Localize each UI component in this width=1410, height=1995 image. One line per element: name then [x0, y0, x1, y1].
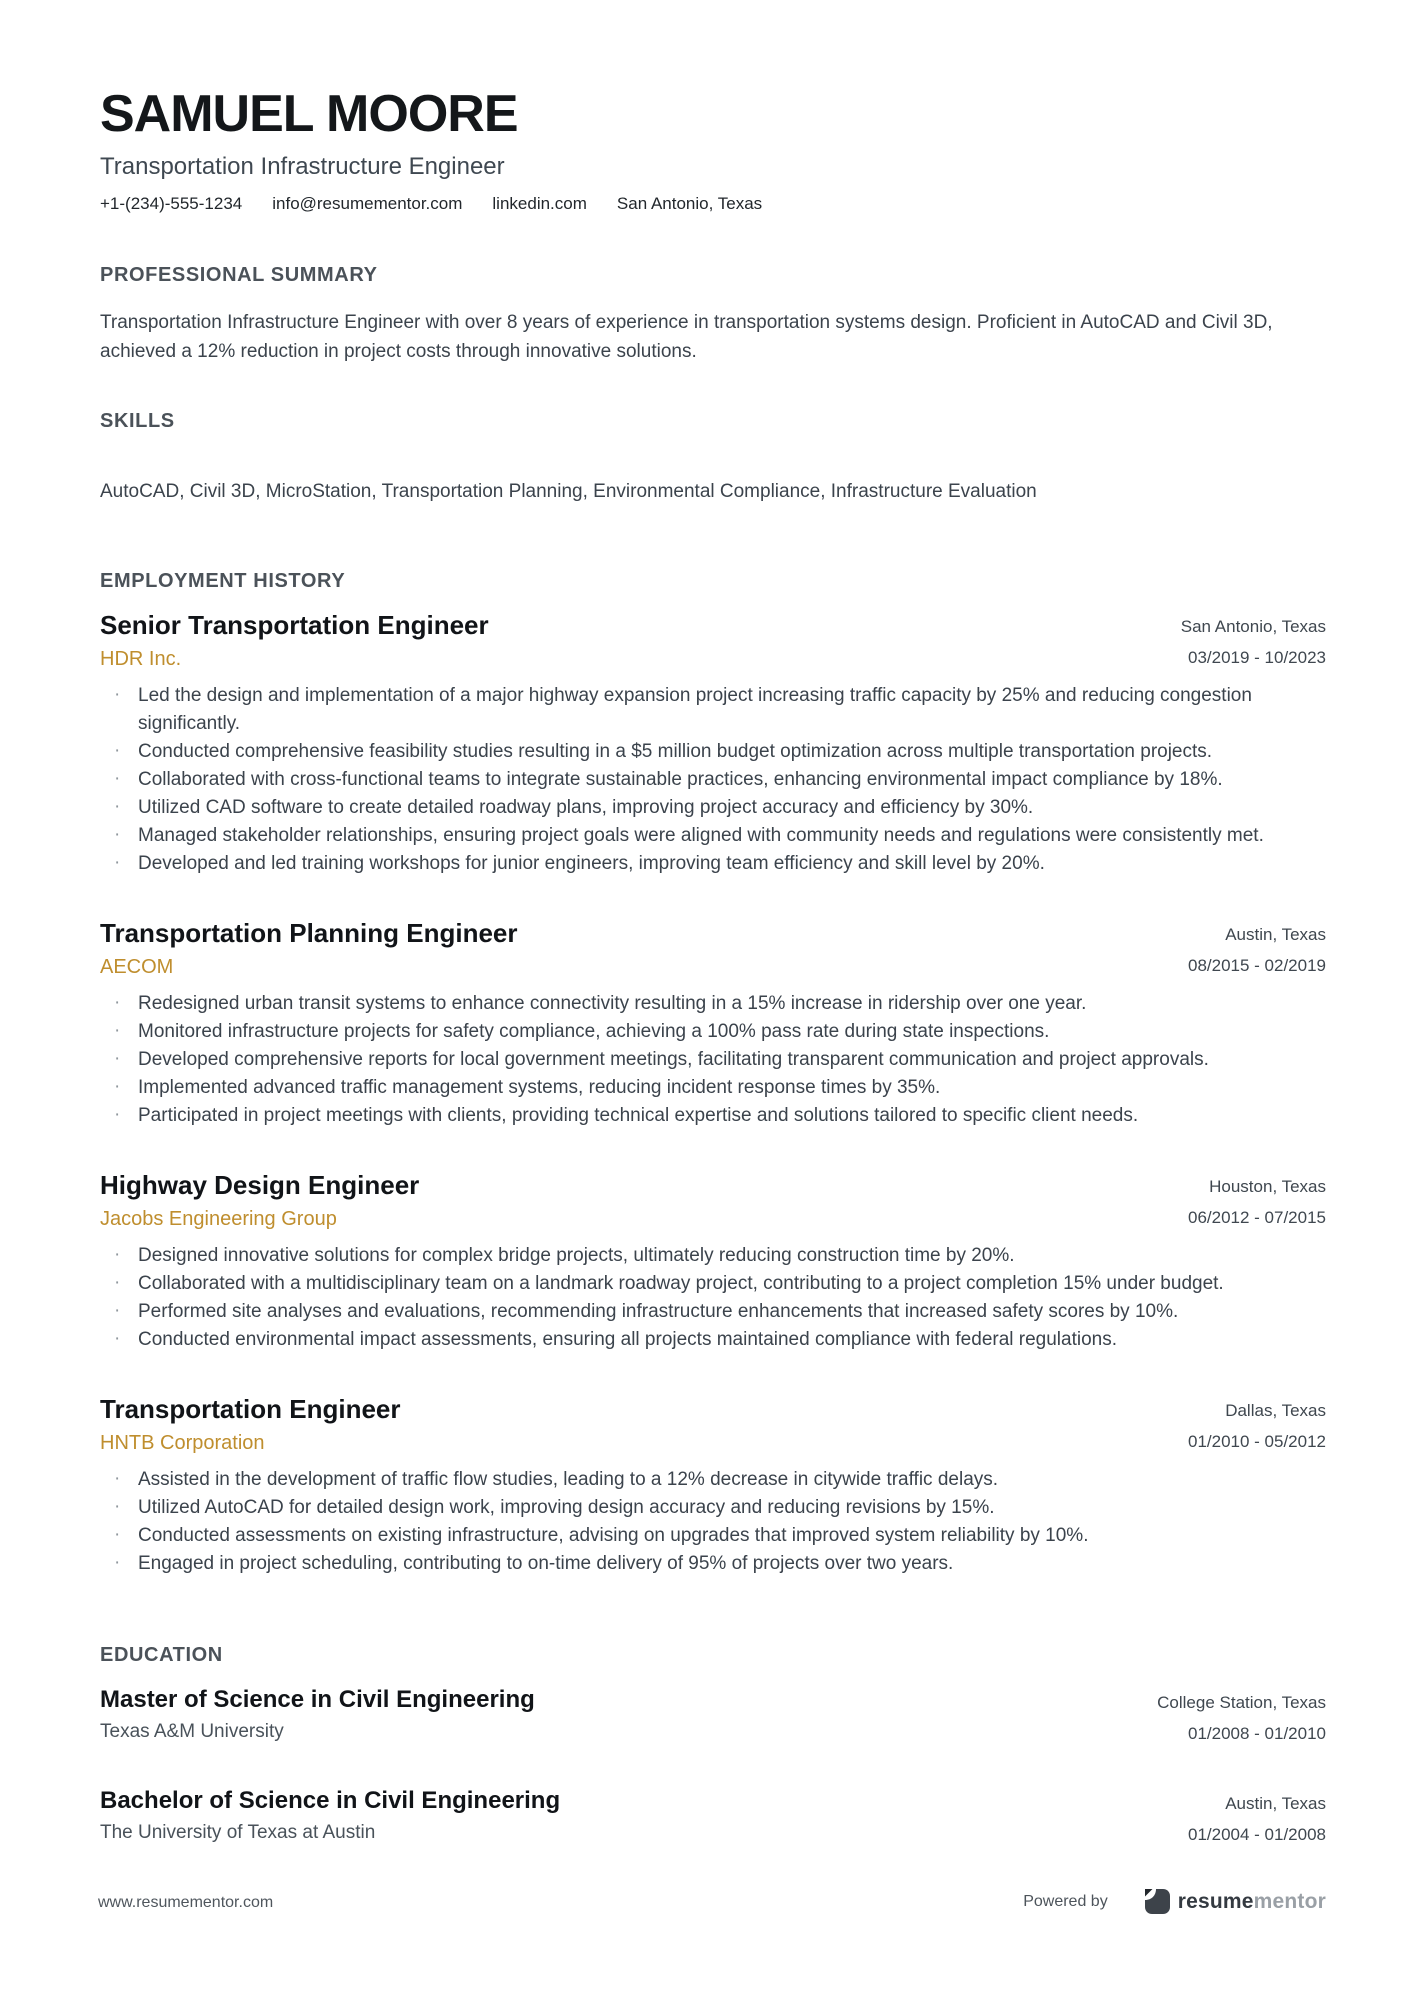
education-entry — [100, 1785, 1326, 1850]
degree-title: Master of Science in Civil Engineering — [100, 1686, 535, 1713]
section-heading-education: EDUCATION — [100, 1644, 223, 1666]
job-dates: 08/2015 - 02/2019 — [1187, 956, 1326, 975]
bullet-item: · Conducted comprehensive feasibility studies resulting in a $5 million budget optimization across multiple transportation projects. — [100, 738, 1326, 766]
logo-word-mentor: mentor — [1253, 1889, 1326, 1913]
job-title: Transportation Planning Engineer — [100, 918, 518, 948]
section-heading-summary: PROFESSIONAL SUMMARY — [100, 264, 378, 286]
education-location: Austin, Texas — [1225, 1794, 1326, 1813]
bullet-item: · Assisted in the development of traffic flow studies, leading to a 12% decrease in citywide traffic delays. — [100, 1466, 1326, 1494]
job-location: Houston, Texas — [1209, 1177, 1326, 1196]
job-entry — [100, 1168, 1326, 1354]
bullet-item: · Conducted environmental impact assessments, ensuring all projects maintained compliance with federal regulations. — [100, 1326, 1326, 1354]
resume-header — [100, 86, 1326, 216]
job-entry — [100, 608, 1326, 878]
section-employment-history — [100, 568, 1326, 1578]
job-bullets — [100, 1242, 1326, 1354]
job-entry — [100, 916, 1326, 1130]
powered-by-label: Powered by — [1023, 1892, 1108, 1910]
job-bullets — [100, 990, 1326, 1130]
job-title: Highway Design Engineer — [100, 1170, 420, 1200]
candidate-title: Transportation Infrastructure Engineer — [100, 153, 505, 180]
contact-email: info@resumementor.com — [272, 194, 463, 213]
company-name: AECOM — [100, 956, 174, 978]
bullet-item: · Developed comprehensive reports for local government meetings, facilitating transparent communication and project approvals. — [100, 1046, 1326, 1074]
job-bullets — [100, 682, 1326, 878]
contact-phone: +1-(234)-555-1234 — [100, 194, 243, 213]
section-professional-summary — [100, 262, 1326, 366]
bullet-item: · Redesigned urban transit systems to enhance connectivity resulting in a 15% increase in ridership over one year. — [100, 990, 1326, 1018]
company-name: Jacobs Engineering Group — [100, 1208, 337, 1230]
bullet-item: · Conducted assessments on existing infrastructure, advising on upgrades that improved system reliability by 10%. — [100, 1522, 1326, 1550]
bullet-item: · Managed stakeholder relationships, ensuring project goals were aligned with community needs and regulations were consistently met. — [100, 822, 1326, 850]
contact-row — [100, 192, 1326, 216]
job-location: Dallas, Texas — [1225, 1401, 1326, 1420]
logo-word-resume: resume — [1177, 1889, 1254, 1913]
company-name: HNTB Corporation — [100, 1432, 265, 1454]
resumementor-logo — [1144, 1888, 1326, 1915]
school-name: Texas A&M University — [100, 1721, 284, 1742]
footer-website: www.resumementor.com — [98, 1894, 274, 1911]
logo-wordmark — [1178, 1890, 1326, 1914]
job-location: Austin, Texas — [1225, 925, 1326, 944]
bullet-item: · Utilized AutoCAD for detailed design work, improving design accuracy and reducing revisions by 15%. — [100, 1494, 1326, 1522]
job-dates: 03/2019 - 10/2023 — [1187, 648, 1326, 667]
contact-linkedin: linkedin.com — [492, 194, 587, 213]
section-heading-skills: SKILLS — [100, 410, 175, 432]
skills-text: AutoCAD, Civil 3D, MicroStation, Transportation Planning, Environmental Compliance, Infrastructure Evaluation — [100, 481, 1037, 502]
education-dates: 01/2004 - 01/2008 — [1187, 1825, 1326, 1844]
job-dates: 01/2010 - 05/2012 — [1187, 1432, 1326, 1451]
resumementor-logo-icon — [1144, 1888, 1171, 1915]
bullet-item: · Utilized CAD software to create detailed roadway plans, improving project accuracy and efficiency by 30%. — [100, 794, 1326, 822]
job-entry — [100, 1392, 1326, 1578]
bullet-item: · Collaborated with a multidisciplinary team on a landmark roadway project, contributing to a project completion 15% under budget. — [100, 1270, 1326, 1298]
job-dates: 06/2012 - 07/2015 — [1187, 1208, 1326, 1227]
section-education — [100, 1642, 1326, 1850]
bullet-item: · Engaged in project scheduling, contributing to on-time delivery of 95% of projects over two years. — [100, 1550, 1326, 1578]
job-title: Transportation Engineer — [100, 1394, 401, 1424]
bullet-item: · Designed innovative solutions for complex bridge projects, ultimately reducing construction time by 20%. — [100, 1242, 1326, 1270]
contact-location: San Antonio, Texas — [616, 194, 763, 213]
school-name: The University of Texas at Austin — [100, 1822, 376, 1843]
education-dates: 01/2008 - 01/2010 — [1187, 1724, 1326, 1743]
bullet-item: · Performed site analyses and evaluations, recommending infrastructure enhancements that increased safety scores by 10%. — [100, 1298, 1326, 1326]
company-name: HDR Inc. — [100, 648, 182, 670]
bullet-item: · Monitored infrastructure projects for safety compliance, achieving a 100% pass rate during state inspections. — [100, 1018, 1326, 1046]
bullet-item: · Participated in project meetings with clients, providing technical expertise and solutions tailored to specific client needs. — [100, 1102, 1326, 1130]
bullet-item: · Developed and led training workshops for junior engineers, improving team efficiency and skill level by 20%. — [100, 850, 1326, 878]
section-skills — [100, 408, 1326, 506]
job-bullets — [100, 1466, 1326, 1578]
footer-branding — [1023, 1888, 1326, 1915]
job-location: San Antonio, Texas — [1180, 617, 1326, 636]
section-heading-employment: EMPLOYMENT HISTORY — [100, 570, 346, 592]
bullet-item: · Implemented advanced traffic management systems, reducing incident response times by 35%. — [100, 1074, 1326, 1102]
bullet-item: · Collaborated with cross-functional teams to integrate sustainable practices, enhancing environmental impact compliance by 18%. — [100, 766, 1326, 794]
education-location: College Station, Texas — [1157, 1693, 1326, 1712]
degree-title: Bachelor of Science in Civil Engineering — [100, 1787, 561, 1814]
summary-text: Transportation Infrastructure Engineer with over 8 years of experience in transportation systems design. Proficient in AutoCAD and Civil 3D, achieved a 12% reduction in project costs through innovative solutions. — [100, 312, 1273, 362]
education-entry — [100, 1684, 1326, 1749]
bullet-item: · Led the design and implementation of a major highway expansion project increasing traffic capacity by 25% and reducing congestion significantly. — [100, 682, 1326, 738]
job-title: Senior Transportation Engineer — [100, 610, 489, 640]
candidate-name: SAMUEL MOORE — [100, 85, 518, 143]
